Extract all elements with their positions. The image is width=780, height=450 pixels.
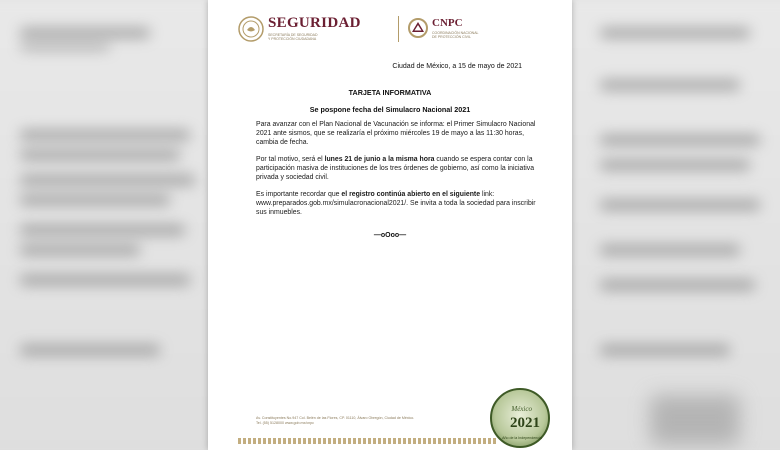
national-seal-icon xyxy=(238,16,264,42)
mexico-2021-emblem xyxy=(484,388,564,450)
letterhead xyxy=(238,14,558,46)
emblem-year: 2021 xyxy=(510,415,540,431)
agency-subtitle: SECRETARÍA DE SEGURIDAD Y PROTECCIÓN CIUDADANA xyxy=(268,33,318,41)
cnpc-subtitle: COORDINACIÓN NACIONAL DE PROTECCIÓN CIVIL xyxy=(432,31,479,39)
paragraph-3: Es importante recordar que el registro continúa abierto en el siguiente link: www.preparados.gob.mx/simulacronacional2021/. Se invita a toda la sociedad para inscribir sus inmuebles. xyxy=(256,191,536,216)
highlight-new-date: lunes 21 de junio a la misma hora xyxy=(324,156,435,163)
highlight-registration: el registro continúa abierto en el siguiente xyxy=(341,191,481,198)
emblem-country: México xyxy=(511,405,532,413)
header-divider xyxy=(398,16,399,42)
agency-name: SEGURIDAD xyxy=(268,15,361,31)
emblem-subtitle: Año de la Independencia xyxy=(502,436,542,440)
cnpc-name: CNPC xyxy=(432,17,463,29)
end-mark: —oOoo— xyxy=(373,232,407,239)
document-page xyxy=(208,0,572,450)
document-heading: TARJETA INFORMATIVA xyxy=(348,88,432,97)
paragraph-1: Para avanzar con el Plan Nacional de Vacunación se informa: el Primer Simulacro Nacional 2021 ante sismos, que se realizaría el próximo miércoles 19 de mayo a las 11:30 horas, cambia de fecha. xyxy=(256,121,536,146)
footer-decorative-band xyxy=(238,438,498,444)
footer-contact: Tel. (55) 5128000 www.gob.mx/cnpc xyxy=(256,421,314,425)
footer-address: Av. Constituyentes No.947 Col. Belén de las Flores, CP. 01110, Álvaro Obregón, Ciudad de México. Tel. (55) 5128000 www.gob.mx/cnpc xyxy=(256,416,456,426)
cnpc-logo-icon xyxy=(408,18,428,38)
document-subheading: Se pospone fecha del Simulacro Nacional 2021 xyxy=(309,105,471,114)
document-date: Ciudad de México, a 15 de mayo de 2021 xyxy=(392,63,522,70)
paragraph-2: Por tal motivo, será el lunes 21 de junio a la misma hora cuando se espera contar con la participación masiva de instituciones de los tres órdenes de gobierno, así como la iniciativa privada y sociedad civil. xyxy=(256,156,535,181)
